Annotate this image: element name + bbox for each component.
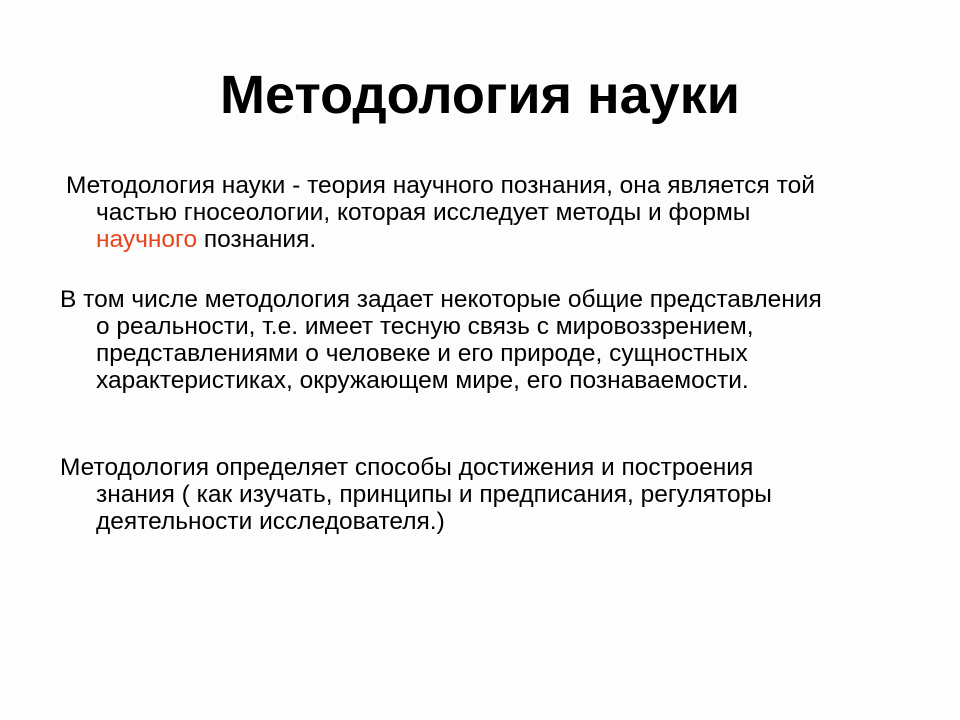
paragraph-line-text: деятельности исследователя.) — [96, 508, 445, 535]
paragraph-line — [60, 340, 822, 367]
paragraph-line-text: о реальности, т.е. имеет тесную связь с мировоззрением, — [96, 313, 754, 340]
paragraph-line — [60, 313, 822, 340]
paragraph-line — [60, 508, 772, 535]
paragraph-line-text: познания. — [197, 226, 317, 253]
accent-word: научного — [96, 226, 198, 253]
paragraph-line: Методология науки - теория научного познания, она является той — [66, 172, 815, 199]
paragraph-line-text: частью гносеологии, которая исследует методы и формы — [96, 199, 751, 226]
paragraph-line — [60, 199, 815, 226]
paragraph-line: Методология определяет способы достижения и построения — [60, 454, 754, 481]
paragraph-knowledge-methods — [60, 454, 772, 535]
paragraph-methodology-definition — [60, 172, 815, 253]
paragraph-worldview — [60, 286, 822, 394]
paragraph-line: В том числе методология задает некоторые общие представления — [60, 286, 822, 313]
paragraph-line — [60, 367, 822, 394]
paragraph-line — [60, 226, 815, 253]
paragraph-line-text: представлениями о человеке и его природе, сущностных — [96, 340, 748, 367]
paragraph-line-text: характеристиках, окружающем мире, его познаваемости. — [96, 367, 749, 394]
paragraph-line-text: знания ( как изучать, принципы и предписания, регуляторы — [96, 481, 772, 508]
slide-title: Методология науки — [220, 65, 740, 125]
paragraph-line — [60, 481, 772, 508]
